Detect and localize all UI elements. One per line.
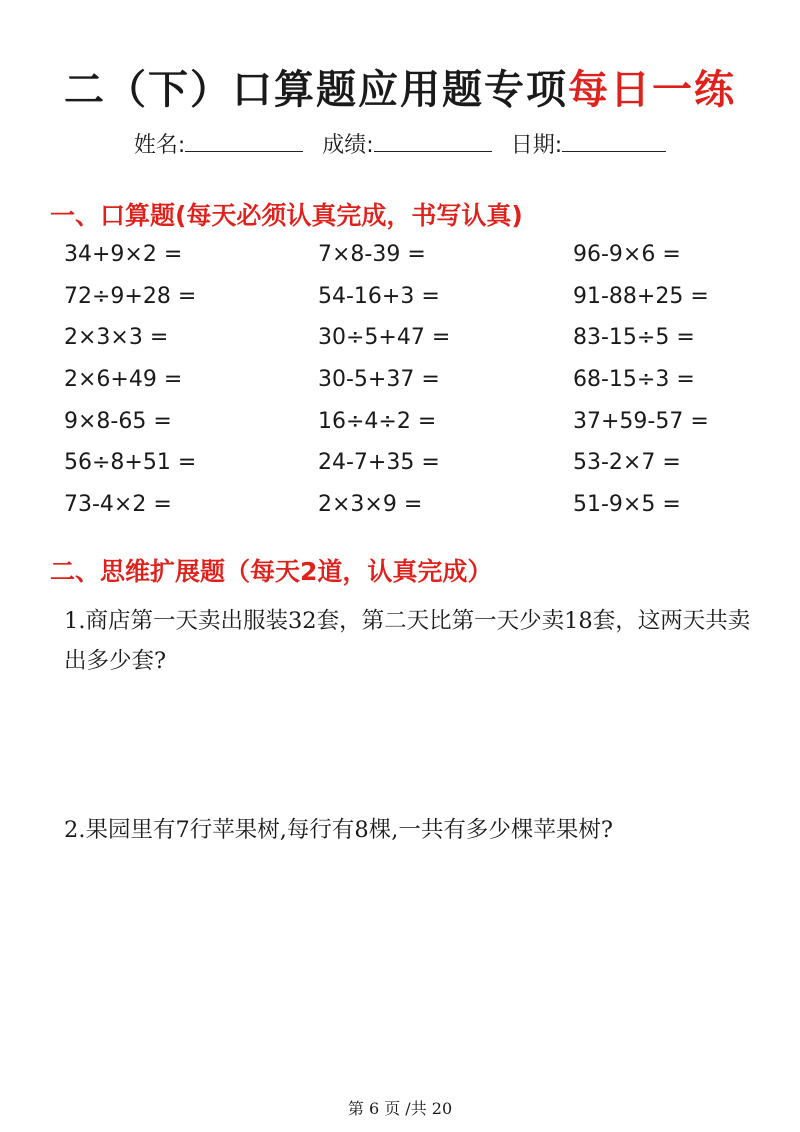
problem-row <box>64 409 764 451</box>
math-problem: 9×8-65 = <box>64 408 172 434</box>
math-problem: 16÷4÷2 = <box>318 408 437 434</box>
math-problem: 2×3×3 = <box>64 325 169 351</box>
word-problem-1: 1.商店第一天卖出服装32套，第二天比第一天少卖18套，这两天共卖出多少套? <box>64 608 751 674</box>
problem-row <box>64 450 764 492</box>
math-problem: 30÷5+47 = <box>318 325 451 351</box>
math-problem: 91-88+25 = <box>573 283 709 309</box>
problem-row <box>64 492 764 534</box>
name-label: 姓名: <box>133 133 186 158</box>
word-problem-2: 2.果园里有7行苹果树,每行有8棵,一共有多少棵苹果树? <box>64 817 613 843</box>
math-problem: 83-15÷5 = <box>573 325 695 351</box>
page-title-highlight: 每日一练 <box>568 67 736 113</box>
date-blank <box>562 131 666 152</box>
problem-row <box>64 367 764 409</box>
math-problem: 51-9×5 = <box>573 492 681 518</box>
math-problem: 54-16+3 = <box>318 283 440 309</box>
math-problem: 34+9×2 = <box>64 242 183 267</box>
math-problem: 68-15÷3 = <box>573 367 695 393</box>
math-problem: 2×6+49 = <box>64 367 183 393</box>
problem-row <box>64 242 764 284</box>
mental-math-grid <box>64 242 764 534</box>
math-problem: 96-9×6 = <box>573 242 681 267</box>
name-field <box>134 128 303 159</box>
page-title-main: 二（下）口算题应用题专项 <box>64 67 568 113</box>
section-mental-math-title: 一、口算题(每天必须认真完成，书写认真) <box>50 201 523 230</box>
problem-row <box>64 325 764 367</box>
section-word-problems-title: 二、思维扩展题（每天2道，认真完成） <box>50 557 493 586</box>
math-problem: 2×3×9 = <box>318 492 423 518</box>
math-problem: 53-2×7 = <box>573 450 681 476</box>
math-problem: 7×8-39 = <box>318 242 426 267</box>
problem-row <box>64 284 764 326</box>
name-blank <box>185 131 303 152</box>
math-problem: 56÷8+51 = <box>64 450 197 476</box>
math-problem: 72÷9+28 = <box>64 283 197 309</box>
date-label: 日期: <box>510 133 563 158</box>
math-problem: 73-4×2 = <box>64 492 172 518</box>
math-problem: 30-5+37 = <box>318 367 440 393</box>
math-problem: 24-7+35 = <box>318 450 440 476</box>
date-field <box>511 128 666 159</box>
page-number-footer: 第 6 页 /共 20 <box>347 1099 453 1118</box>
student-info-row <box>0 128 800 159</box>
score-label: 成绩: <box>322 133 374 158</box>
page-title <box>0 58 800 115</box>
score-field <box>322 128 491 159</box>
math-problem: 37+59-57 = <box>573 408 709 434</box>
score-blank <box>374 131 492 152</box>
